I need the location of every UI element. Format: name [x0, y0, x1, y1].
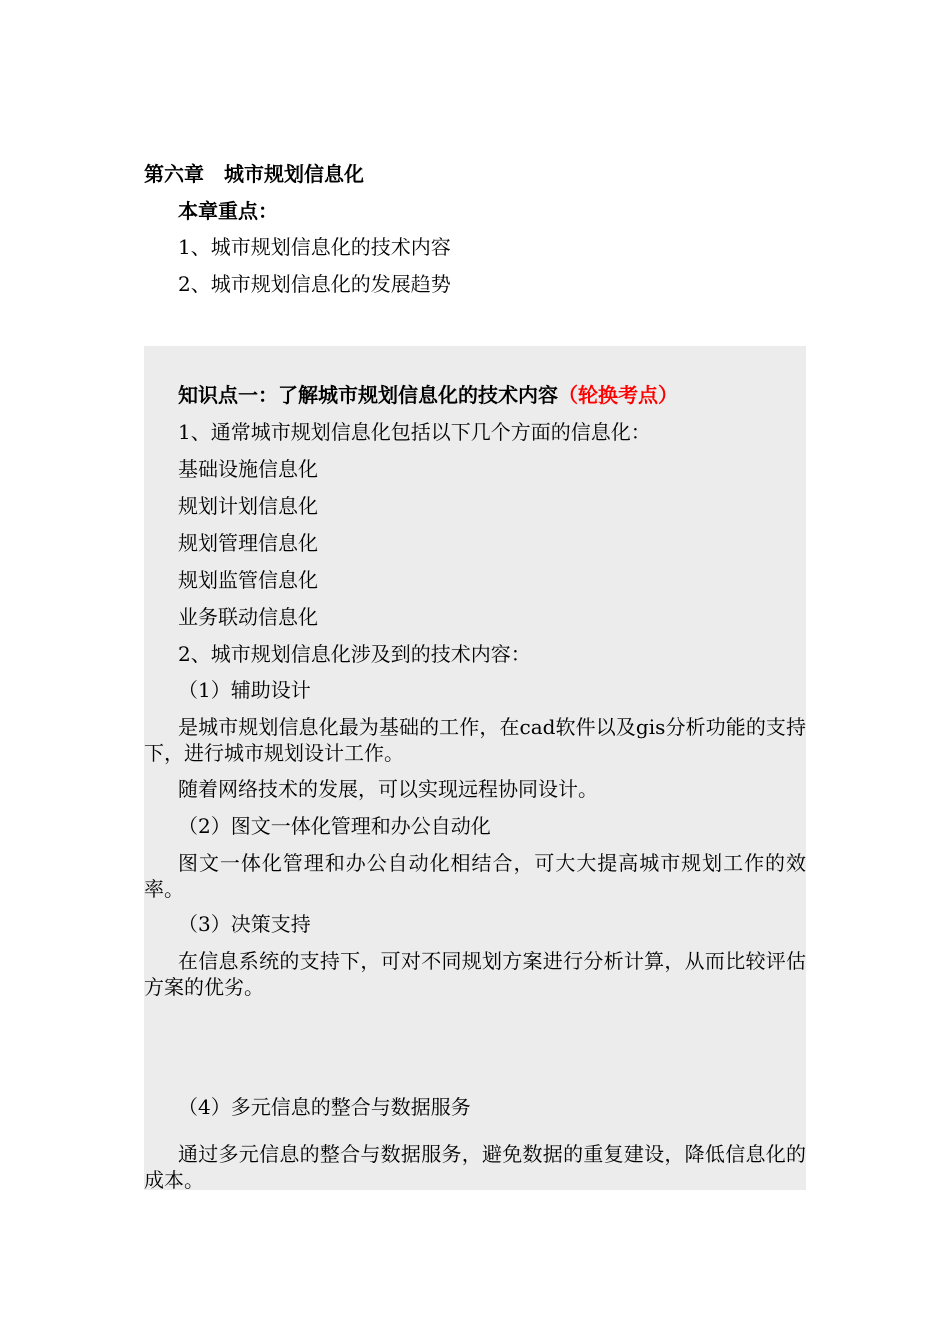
section-title: （2）图文一体化管理和办公自动化 — [178, 814, 491, 838]
section-paragraph: 通过多元信息的整合与数据服务，避免数据的重复建设，降低信息化的成本。 — [144, 1142, 806, 1192]
area-item: 规划计划信息化 — [178, 494, 318, 518]
section-paragraph: 在信息系统的支持下，可对不同规划方案进行分析计算，从而比较评估方案的优劣。 — [144, 949, 806, 999]
knowledge-point-title: 知识点一：了解城市规划信息化的技术内容 — [178, 383, 558, 407]
key-point-item: 2、城市规划信息化的发展趋势 — [178, 272, 451, 296]
section-paragraph: 是城市规划信息化最为基础的工作，在cad软件以及gis分析功能的支持下，进行城市规划设计工作。 — [144, 715, 806, 765]
area-item: 业务联动信息化 — [178, 605, 318, 629]
chapter-title: 第六章 城市规划信息化 — [144, 162, 364, 186]
key-point-item: 1、城市规划信息化的技术内容 — [178, 235, 451, 259]
section-title: （1）辅助设计 — [178, 678, 311, 702]
area-item: 基础设施信息化 — [178, 457, 318, 481]
knowledge-point-heading — [178, 382, 678, 408]
tech-heading: 2、城市规划信息化涉及到的技术内容： — [178, 642, 531, 666]
section-title: （4）多元信息的整合与数据服务 — [178, 1095, 471, 1119]
section-paragraph: 随着网络技术的发展，可以实现远程协同设计。 — [178, 777, 598, 801]
key-points-heading: 本章重点： — [178, 199, 278, 223]
area-item: 规划管理信息化 — [178, 531, 318, 555]
section-title: （3）决策支持 — [178, 912, 311, 936]
section-paragraph: 图文一体化管理和办公自动化相结合，可大大提高城市规划工作的效率。 — [144, 851, 806, 901]
intro-text: 1、通常城市规划信息化包括以下几个方面的信息化： — [178, 420, 651, 444]
exam-tag: （轮换考点） — [558, 383, 678, 407]
area-item: 规划监管信息化 — [178, 568, 318, 592]
